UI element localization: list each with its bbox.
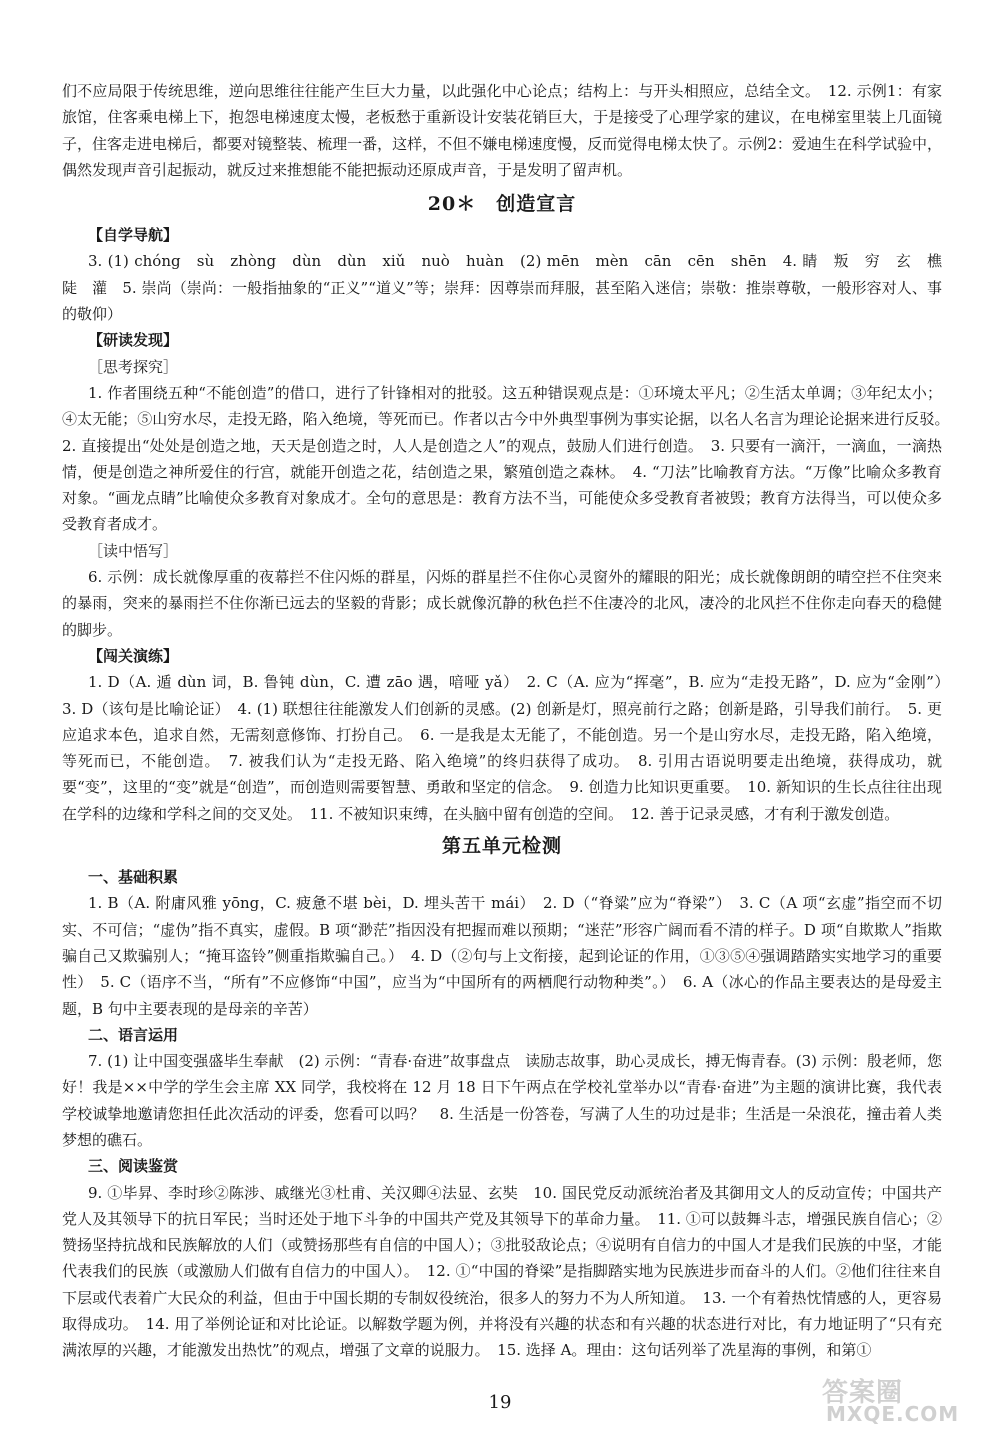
section1-heading: 一、基础积累: [88, 868, 179, 887]
think-heading: ［思考探究］: [88, 357, 179, 376]
section3-text: 9. ①毕昇、李时珍②陈涉、戚继光③杜甫、关汉卿④法显、玄奘 10. 国民党反动派统治者及其御用文人的反动宣传；中国共产党人及其领导下的抗日军民；当时还处于地下斗争的中国共产党及其领导下的革命力量。 11. ①可以鼓舞斗志，增强民族自信心；②赞扬坚持抗战和民族解放的人们（或赞扬那些有自信的中国人）；③批驳敌论点；④说明有自信力的中国人才是我们民族的中坚，才能代表我们的民族（或激励人们做有自信力的中国人）。 12. ①“中国的脊梁”是指脚踏实地为民族进步而奋斗的人们。②他们往往来自下层或代表着广大民众的利益，但由于中国长期的专制奴役统治，很多人的努力不为人所知道。 13. 一个有着热忱情感的人，更容易取得成功。 14. 用了举例论证和对比论证。以解数学题为例，并将没有兴趣的状态和有兴趣的状态进行对比，有力地证明了“只有充满浓厚的兴趣，才能激发出热忱”的观点，增强了文章的说服力。 15. 选择 A。理由：这句话列举了冼星海的事例，和第①: [62, 1183, 942, 1360]
section1-text: 1. B（A. 附庸风雅 yōng，C. 疲惫不堪 bèi，D. 埋头苦干 mái） 2. D（“脊粱”应为“脊梁”） 3. C（A 项“玄虚”指空而不切实、不可信；“虚伪”指不真实，虚假。B 项“渺茫”指因没有把握而难以预期；“迷茫”形容广阔而看不清的样子。D 项“自欺欺人”指欺骗自己又欺骗别人；“掩耳盗铃”侧重指欺骗自己。） 4. D（②句与上文衔接，起到论证的作用，①③⑤④强调踏踏实实地学习的重要性） 5. C（语序不当，“所有”不应修饰“中国”，应当为“中国所有的两栖爬行动物种类”。） 6. A（冰心的作品主要表达的是母爱主题，B 句中主要表现的是母亲的辛苦）: [62, 894, 942, 1018]
intro-paragraph: 们不应局限于传统思维，逆向思维往往能产生巨大力量，以此强化中心论点；结构上：与开头相照应，总结全文。 12. 示例1：有家旅馆，住客乘电梯上下，抱怨电梯速度太慢，老板愁于重新设计安装花销巨大，于是接受了心理学家的建议，在电梯室里装上几面镜子，住客走进电梯后，都要对镜整装、梳理一番，这样，不但不嫌电梯速度慢，反而觉得电梯太快了。示例2：爱迪生在科学试验中，偶然发现声音引起振动，就反过来推想能不能把振动还原成声音，于是发明了留声机。: [62, 82, 942, 179]
watermark-logo: [812, 1378, 992, 1430]
practice-text: 1. D（A. 遁 dùn 词，B. 鲁钝 dùn，C. 遭 zāo 遇，喑哑 yǎ） 2. C（A. 应为“挥毫”，B. 应为“走投无路”，D. 应为“金刚”） 3. D（该句是比喻论证） 4. (1) 联想往往能激发人们创新的灵感。(2) 创新是灯，照亮前行之路；创新是路，引导我们前行。 5. 更应追求本色，追求自然，无需刻意修饰、打扮自己。 6. 一是我是太无能了，不能创造。另一个是山穷水尽，走投无路，陷入绝境，等死而已，不能创造。 7. 被我们认为“走投无路、陷入绝境”的终归获得了成功。 8. 引用古语说明要走出绝境，获得成功，就要“变”，这里的“变”就是“创造”，而创造则需要智慧、勇敢和坚定的信念。 9. 创造力比知识更重要。 10. 新知识的生长点往往出现在学科的边缘和学科之间的交叉处。 11. 不被知识束缚，在头脑中留有创造的空间。 12. 善于记录灵感，才有利于激发创造。: [62, 673, 958, 823]
self-study-text: 3. (1) chóng sù zhòng dùn dùn xiǔ nuò huàn (2) mēn mèn cān cēn shēn 4. 睛 叛 穷 玄 樵 陡 灌 5. 崇尚（崇尚：一般指抽象的“正义”“道义”等；崇拜：因尊崇而拜服，甚至陷入迷信；崇敬：推崇尊敬，一般形容对人、事的敬仰）: [62, 252, 958, 324]
reading-text: 6. 示例：成长就像厚重的夜幕拦不住闪烁的群星，闪烁的群星拦不住你心灵窗外的耀眼的阳光；成长就像朗朗的晴空拦不住突来的暴雨，突来的暴雨拦不住你渐已远去的坚毅的背影；成长就像沉静的秋色拦不住凄冷的北风，凄冷的北风拦不住你走向春天的稳健的脚步。: [62, 568, 942, 639]
watermark-bottom-text: MXQE.COM: [826, 1402, 960, 1426]
self-study-heading: 【自学导航】: [88, 226, 179, 245]
page-content: [62, 78, 958, 1364]
page-number: 19: [488, 1392, 512, 1413]
reading-heading: ［读中悟写］: [88, 541, 179, 560]
research-heading: 【研读发现】: [88, 331, 179, 350]
section2-heading: 二、语言运用: [88, 1025, 179, 1044]
section3-heading: 三、阅读鉴赏: [88, 1157, 179, 1176]
section2-text: 7. (1) 让中国变强盛毕生奉献 (2) 示例：“青春·奋进”故事盘点 读励志故事，助心灵成长，搏无悔青春。(3) 示例：殷老师，您好！我是××中学的学生会主席 XX 同学，我校将在 12 月 18 日下午两点在学校礼堂举办以“青春·奋进”为主题的演讲比赛，我代表学校诚挚地邀请您担任此次活动的评委，您看可以吗？ 8. 生活是一份答卷，写满了人生的功过是非；生活是一朵浪花，撞击着人类梦想的礁石。: [62, 1052, 942, 1149]
unit-test-title: 第五单元检测: [441, 835, 562, 858]
watermark-top-text: 答案圈: [822, 1378, 904, 1408]
lesson-title: 20＊ 创造宣言: [427, 193, 577, 216]
practice-heading: 【闯关演练】: [88, 646, 179, 665]
think-text: 1. 作者围绕五种“不能创造”的借口，进行了针锋相对的批驳。这五种错误观点是：①环境太平凡；②生活太单调；③年纪太小；④太无能；⑤山穷水尽，走投无路，陷入绝境，等死而已。作者以古今中外典型事例为事实论据，以名人名言为理论论据来进行反驳。 2. 直接提出“处处是创造之地，天天是创造之时，人人是创造之人”的观点，鼓励人们进行创造。 3. 只要有一滴汗，一滴血，一滴热情，便是创造之神所爱住的行宫，就能开创造之花，结创造之果，繁殖创造之森林。 4. “刀法”比喻教育方法。“万像”比喻众多教育对象。“画龙点睛”比喻使众多教育对象成才。全句的意思是：教育方法不当，可能使众多受教育者被毁；教育方法得当，可以使众多受教育者成才。: [62, 383, 958, 534]
